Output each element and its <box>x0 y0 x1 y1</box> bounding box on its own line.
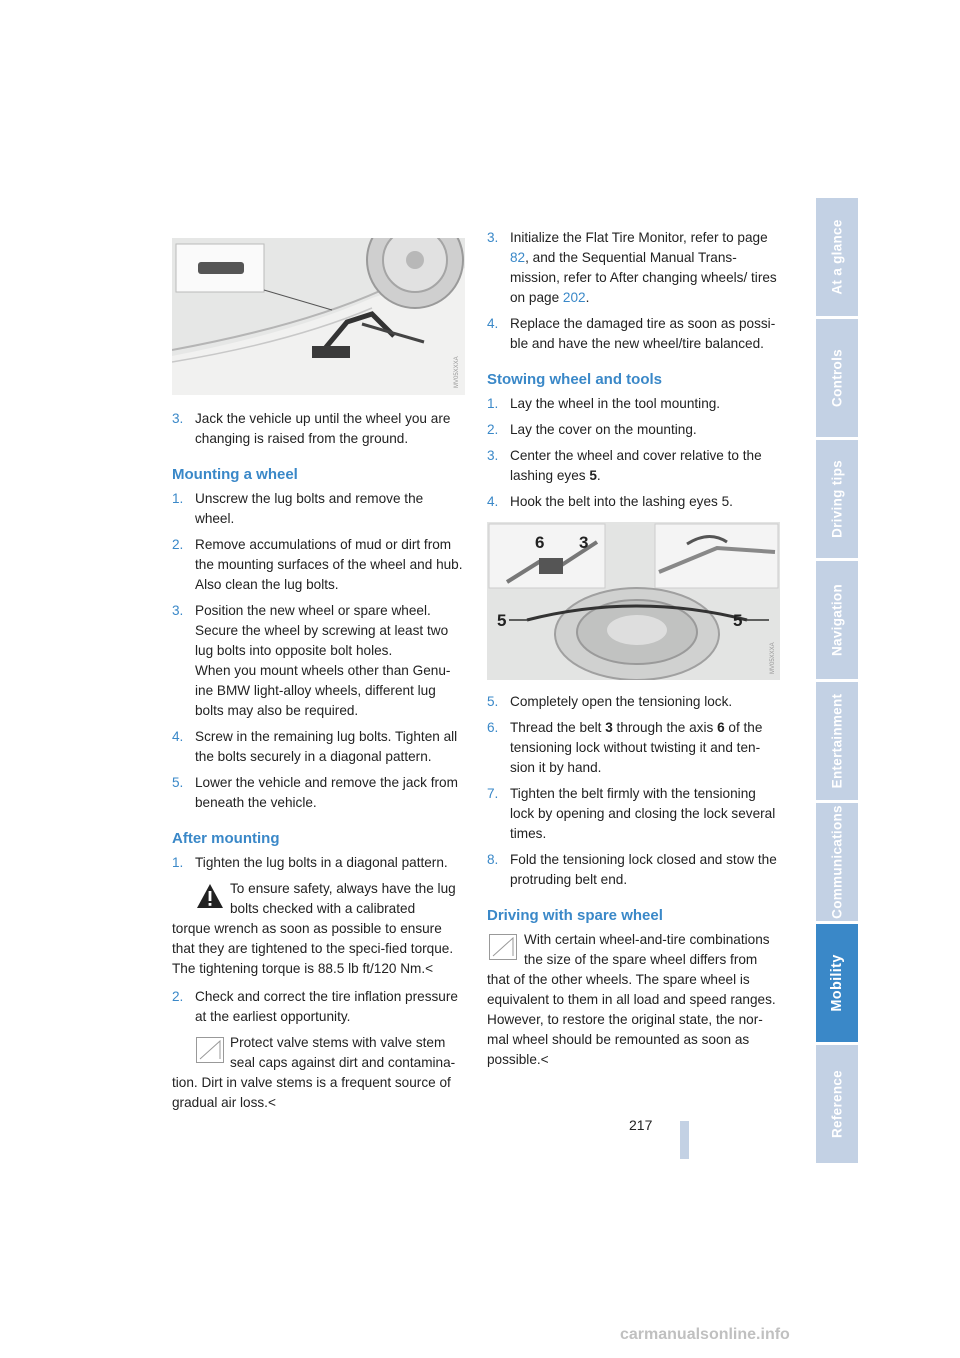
stowing-step-1: 1. Lay the wheel in the tool mounting. <box>487 396 721 411</box>
fig-label-6: 6 <box>535 533 545 552</box>
page-number: 217 <box>629 1117 653 1133</box>
mounting-heading: Mounting a wheel <box>172 466 298 483</box>
tension-step-5: 5. Completely open the tensioning lock. <box>487 694 733 709</box>
tension-step-6-b2: 6 <box>717 720 725 735</box>
tab-reference[interactable]: Reference <box>816 1045 858 1163</box>
note-icon <box>489 934 517 966</box>
tension-step-6-post: of the tensioning lock without twisting it and ten-sion it by hand. <box>510 720 763 775</box>
tension-step-6-b1: 3 <box>605 720 613 735</box>
step-3: 3. Jack the vehicle up until the wheel you are changing is raised from the ground. <box>172 411 451 446</box>
stowing-step-3-bold: 5 <box>589 468 597 483</box>
after-step-2: 2. Check and correct the tire inflation pressure at the earliest opportunity. <box>172 989 458 1024</box>
tension-step-6-mid: through the axis <box>612 720 718 735</box>
tab-mobility[interactable]: Mobility <box>816 924 858 1042</box>
warning-icon <box>196 883 224 915</box>
stowing-step-3: 3. Center the wheel and cover relative to the lashing eyes 5. <box>487 448 762 483</box>
tab-entertainment[interactable]: Entertainment <box>816 682 858 800</box>
right-step-4: 4. Replace the damaged tire as soon as possi-ble and have the new wheel/tire balanced. <box>487 316 776 351</box>
mounting-step-4: 4. Screw in the remaining lug bolts. Tighten all the bolts securely in a diagonal pattern. <box>172 729 458 764</box>
tension-step-8: 8. Fold the tensioning lock closed and stow the protruding belt end. <box>487 852 777 887</box>
jack-illustration <box>172 238 465 395</box>
mounting-step-3-text: Position the new wheel or spare wheel. Secure the wheel by screwing at least two lug bolts into opposite bolt holes. <box>195 603 449 658</box>
right-step-3-mid: , and the Sequential Manual Trans-mission, refer to After changing wheels/ tires on page <box>510 250 777 305</box>
page-link-82[interactable]: 82 <box>510 250 526 265</box>
spare-note <box>487 930 782 1070</box>
info-note <box>172 1033 464 1113</box>
watermark: carmanualsonline.info <box>620 1326 790 1343</box>
warning-text: torque wrench as soon as possible to ensure that they are tightened to the speci-fied torque. The tightening torque is 88.5 lb ft/120 Nm.< <box>172 921 454 976</box>
spare-wheel-illustration <box>487 522 780 680</box>
spare-text-indent: With certain wheel-and-tire combinations the size of the spare wheel differs from <box>524 932 770 967</box>
tab-at-a-glance[interactable]: At a glance <box>816 198 858 316</box>
left-column <box>172 238 464 1121</box>
spare-text: that of the other wheels. The spare wheel is equivalent to them in all load and speed ranges. However, to restore the original state, the nor-mal wheel should be remounted as soon as possible.< <box>487 972 776 1067</box>
tension-step-6-pre: Thread the belt <box>510 720 606 735</box>
after-mounting-heading: After mounting <box>172 830 280 847</box>
mounting-step-1: 1. Unscrew the lug bolts and remove the wheel. <box>172 491 424 526</box>
svg-text:MV05XXXA: MV05XXXA <box>454 356 460 388</box>
note-icon <box>196 1037 224 1069</box>
mounting-step-2: 2. Remove accumulations of mud or dirt from the mounting surfaces of the wheel and hub. Also clean the lug bolts. <box>172 537 463 592</box>
right-step-3: 3. Initialize the Flat Tire Monitor, refer to page 82, and the Sequential Manual Trans-mission, refer to After changing wheels/ tires on page 202. <box>487 230 777 305</box>
spare-heading: Driving with spare wheel <box>487 907 663 924</box>
stowing-heading: Stowing wheel and tools <box>487 371 663 388</box>
mounting-step-3: 3. Position the new wheel or spare wheel. Secure the wheel by screwing at least two lug bolts into opposite bolt holes. When you mount wheels other than Genu-ine BMW light-alloy wheels, different lug bolts may also be required. <box>172 603 451 718</box>
stowing-step-3-text: Center the wheel and cover relative to the lashing eyes <box>510 448 762 483</box>
fig-label-5-right: 5 <box>733 611 743 630</box>
right-step-3-post: . <box>585 290 590 305</box>
note-text-indent: Protect valve stems with valve stem seal caps against dirt and contamina- <box>230 1035 456 1070</box>
stowing-step-4: 4. Hook the belt into the lashing eyes 5. <box>487 494 733 509</box>
tab-navigation[interactable]: Navigation <box>816 561 858 679</box>
warning-note <box>172 879 464 979</box>
page-marker-bar <box>680 1121 689 1159</box>
note-text: tion. Dirt in valve stems is a frequent source of gradual air loss.< <box>172 1075 451 1110</box>
fig-label-5-left: 5 <box>497 611 507 630</box>
tension-step-6: 6. Thread the belt 3 through the axis 6 of the tensioning lock without twisting it and ten-sion it by hand. <box>487 720 763 775</box>
page-link-202[interactable]: 202 <box>562 290 586 305</box>
stowing-step-2: 2. Lay the cover on the mounting. <box>487 422 697 437</box>
tab-driving-tips[interactable]: Driving tips <box>816 440 858 558</box>
fig-label-3: 3 <box>579 533 589 552</box>
tab-communications[interactable]: Communications <box>816 803 858 921</box>
mounting-step-3-text2: When you mount wheels other than Genu-ine BMW light-alloy wheels, different lug bolts may also be required. <box>195 663 451 718</box>
warning-text-indent: To ensure safety, always have the lug bolts checked with a calibrated <box>230 881 456 916</box>
stowing-step-3-tail: . <box>596 468 601 483</box>
right-step-3-pre: Initialize the Flat Tire Monitor, refer to page <box>510 230 768 245</box>
after-step-1: 1. Tighten the lug bolts in a diagonal pattern. <box>172 855 448 870</box>
section-tabs <box>816 198 858 1166</box>
tension-step-7: 7. Tighten the belt firmly with the tensioning lock by opening and closing the lock several times. <box>487 786 776 841</box>
svg-text:MV05XXXA: MV05XXXA <box>770 642 776 674</box>
right-column <box>487 228 782 1078</box>
tab-controls[interactable]: Controls <box>816 319 858 437</box>
mounting-step-5: 5. Lower the vehicle and remove the jack from beneath the vehicle. <box>172 775 458 810</box>
